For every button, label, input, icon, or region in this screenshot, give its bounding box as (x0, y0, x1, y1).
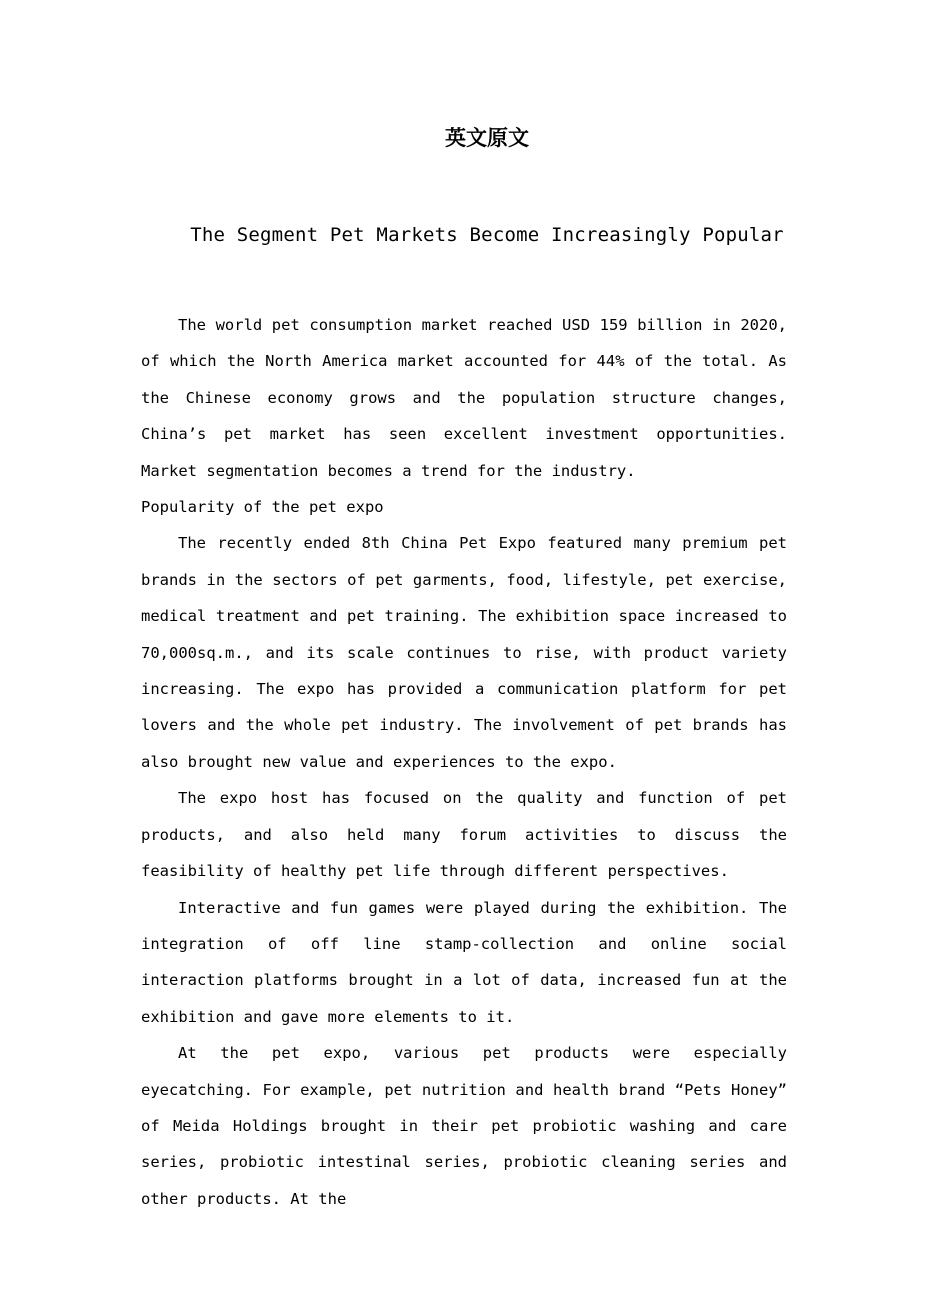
body-paragraph: The expo host has focused on the quality and function of pet products, and also held many forum activities to discuss the feasibility of healthy pet life through different perspectives. (141, 789, 787, 881)
intro-paragraph: The world pet consumption market reached USD 159 billion in 2020, of which the North America market accounted for 44% of the total. As the Chinese economy grows and the population structure changes, China’s pet market has seen excellent investment opportunities. Market segmentation becomes a trend for the industry. (141, 316, 787, 480)
body-paragraph: At the pet expo, various pet products were especially eyecatching. For example, pet nutrition and health brand “Pets Honey” of Meida Holdings brought in their pet probiotic washing and care series, probiotic intestinal series, probiotic cleaning series and other products. At the (141, 1044, 787, 1208)
article-body (141, 307, 787, 1217)
chinese-heading: 英文原文 (445, 126, 529, 150)
section-subheading: Popularity of the pet expo (141, 498, 384, 517)
body-paragraph: The recently ended 8th China Pet Expo featured many premium pet brands in the sectors of pet garments, food, lifestyle, pet exercise, medical treatment and pet training. The exhibition space increased to 70,000sq.m., and its scale continues to rise, with product variety increasing. The expo has provided a communication platform for pet lovers and the whole pet industry. The involvement of pet brands has also brought new value and experiences to the expo. (141, 534, 787, 771)
article-title: The Segment Pet Markets Become Increasingly Popular (190, 224, 784, 246)
body-paragraph: Interactive and fun games were played during the exhibition. The integration of off line stamp-collection and online social interaction platforms brought in a lot of data, increased fun at the exhibition and gave more elements to it. (141, 898, 787, 1026)
